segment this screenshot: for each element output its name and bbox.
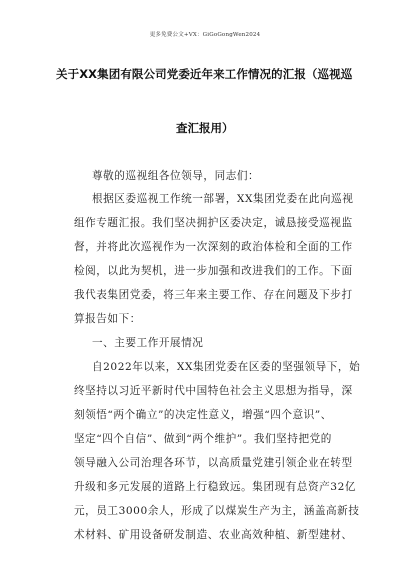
document-title-line-2: 查汇报用） — [176, 121, 234, 135]
body-line: 自2022年以来，XX集团党委在区委的坚强领导下，始 — [92, 361, 361, 373]
header-note: 更多免费公文+VX：GiGoGongWen2024 — [149, 32, 261, 38]
body-line: 检阅，以此为契机，进一步加强和改进我们的工作。下面 — [74, 265, 353, 277]
body-line: 坚定“四个自信”、做到“两个维护”。我们坚持把党的 — [74, 433, 332, 445]
body-line: 元，员工3000余人，形成了以煤炭生产为主，涵盖高新技 — [74, 505, 360, 517]
body-line: 终坚持以习近平新时代中国特色社会主义思想为指导，深 — [74, 385, 353, 397]
body-line: 领导融入公司治理各环节，以高质量党建引领企业在转型 — [74, 457, 353, 469]
body-line: 刻领悟“两个确立”的决定性意义，增强“四个意识”、 — [74, 409, 332, 421]
body-line: 算报告如下： — [74, 313, 141, 325]
body-line: 升级和多元发展的道路上行稳致远。集团现有总资产32亿 — [74, 481, 357, 493]
body-line: 组作专题汇报。我们坚决拥护区委决定，诚恳接受巡视监 — [74, 217, 353, 229]
body-line: 术材料、矿用设备研发制造、农业高效种植、新型建材、 — [74, 529, 353, 541]
body-line: 根据区委巡视工作统一部署，XX集团党委在此向巡视 — [92, 193, 354, 205]
document-title-line-1: 关于XX集团有限公司党委近年来工作情况的汇报（巡视巡 — [56, 67, 353, 81]
body-line: 我代表集团党委，将三年来主要工作、存在问题及下步打 — [74, 289, 353, 301]
body-line: 督，并将此次巡视作为一次深刻的政治体检和全面的工作 — [74, 241, 353, 253]
salutation: 尊敬的巡视组各位领导，同志们： — [92, 170, 260, 182]
section-heading: 一、主要工作开展情况 — [92, 337, 204, 349]
